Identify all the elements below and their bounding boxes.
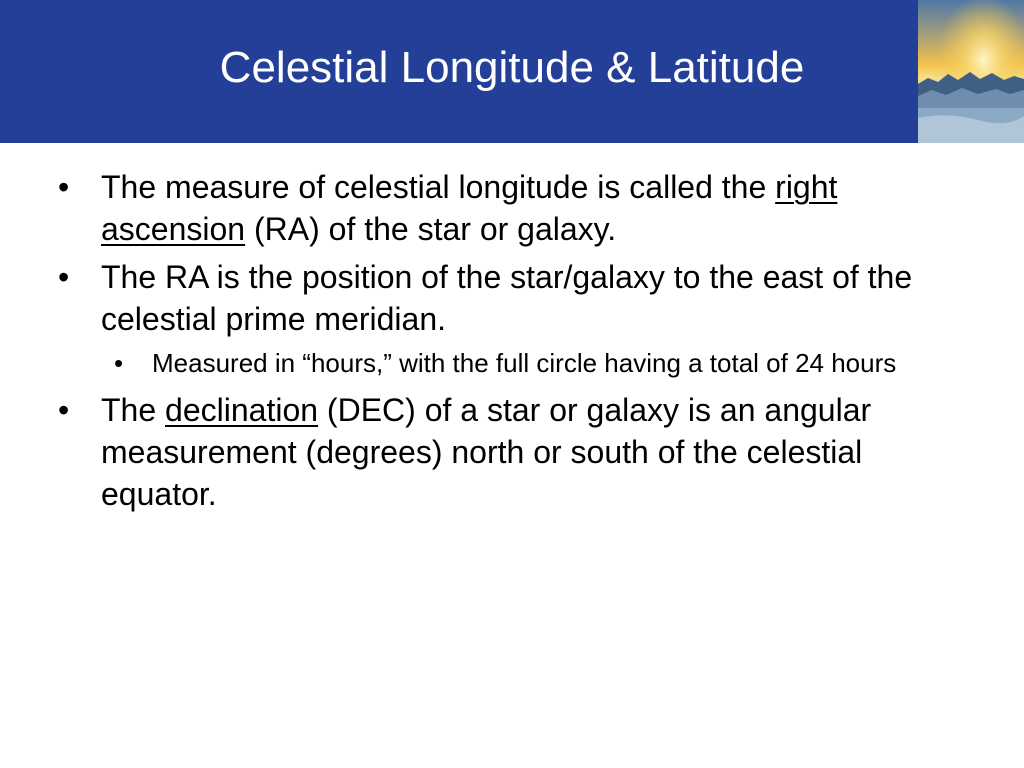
bullet-text: (RA) of the star or galaxy. [245,211,617,247]
bullet-marker: • [58,392,70,428]
bullet-text: Measured in “hours,” with the full circle having a total of 24 hours [152,348,897,378]
sub-bullet-hours [58,346,958,381]
bullet-text: The measure of celestial longitude is called the [101,169,776,205]
bullet-text: The RA is the position of the star/galaxy to the east of the celestial prime meridian. [101,259,913,337]
bullet-text: The [101,392,166,428]
bullet-declination [58,389,958,515]
bullet-ra-position [58,256,958,340]
bullet-marker: • [58,259,70,295]
slide-body [58,166,958,521]
bullet-right-ascension [58,166,958,250]
bullet-text: (DEC) of a star or galaxy is an angular measurement (degrees) north or south of the celestial equator. [101,392,872,512]
term-right-ascension: right ascension [101,169,838,247]
term-declination: declination [165,392,319,428]
bullet-marker: • [58,169,70,205]
bullet-marker: • [114,348,124,378]
slide-title: Celestial Longitude & Latitude [219,43,805,92]
